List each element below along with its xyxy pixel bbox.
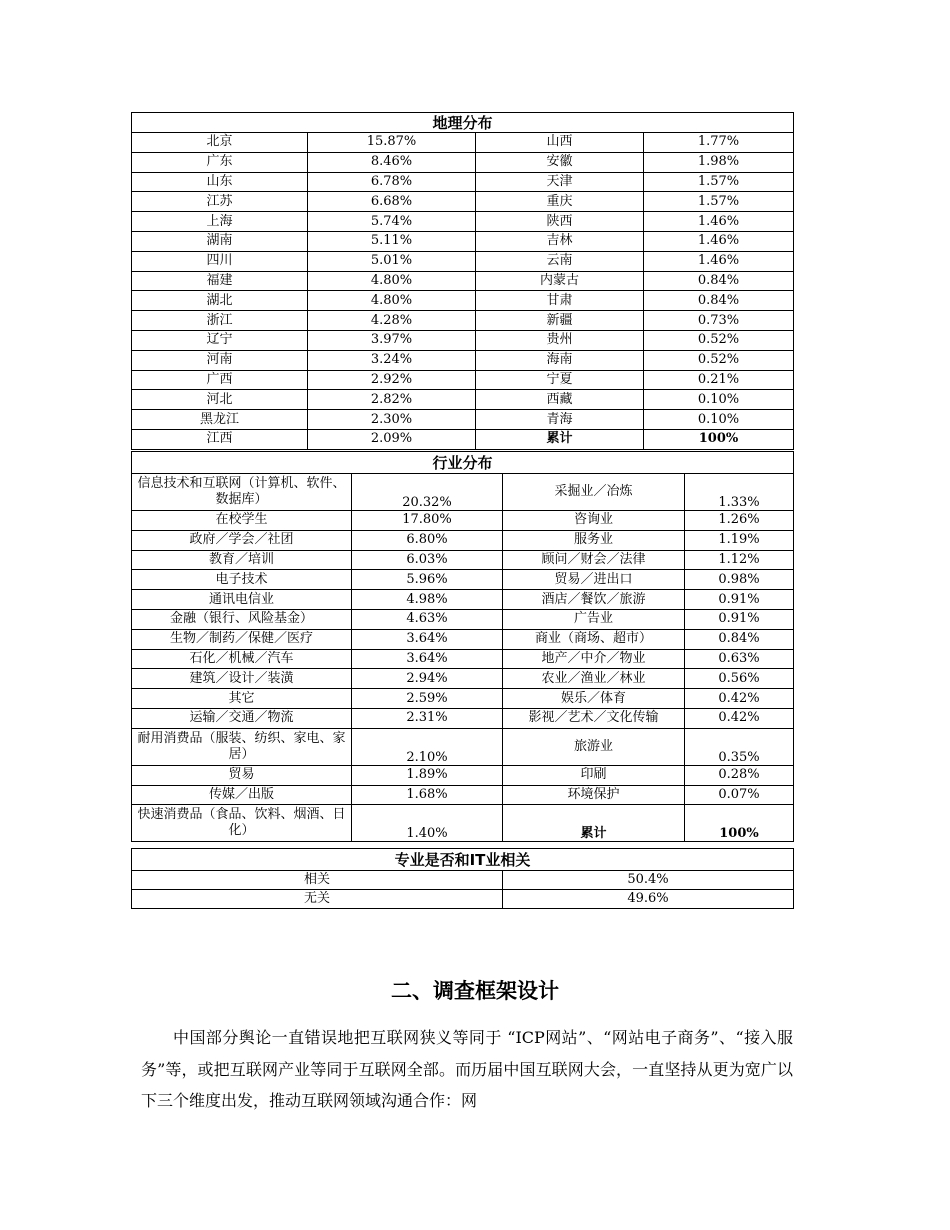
region-name: 内蒙古 (476, 271, 644, 291)
table-row (132, 251, 794, 271)
industry-share: 0.42% (685, 689, 794, 709)
industry-share: 2.31% (352, 708, 503, 728)
industry-name: 在校学生 (132, 511, 352, 531)
table-row (132, 871, 794, 890)
industry-name: 通讯电信业 (132, 590, 352, 610)
region-name: 江西 (132, 429, 308, 449)
industry-share: 1.26% (685, 511, 794, 531)
industry-table-title: 行业分布 (132, 452, 794, 474)
table-row (132, 530, 794, 550)
industry-name: 旅游业 (503, 728, 685, 765)
industry-name: 金融（银行、风险基金） (132, 609, 352, 629)
table-row (132, 669, 794, 689)
table-row (132, 550, 794, 570)
region-name: 重庆 (476, 192, 644, 212)
industry-name: 石化／机械／汽车 (132, 649, 352, 669)
industry-share: 0.91% (685, 609, 794, 629)
table-row (132, 708, 794, 728)
region-share: 4.28% (308, 311, 476, 331)
geo-table-title: 地理分布 (132, 113, 794, 133)
table-row (132, 890, 794, 909)
region-name: 上海 (132, 212, 308, 232)
industry-name: 贸易 (132, 765, 352, 785)
region-share: 0.52% (644, 330, 794, 350)
region-share: 1.46% (644, 231, 794, 251)
region-name: 辽宁 (132, 330, 308, 350)
industry-name: 信息技术和互联网（计算机、软件、数据库） (132, 474, 352, 511)
region-share: 1.46% (644, 212, 794, 232)
industry-name: 服务业 (503, 530, 685, 550)
region-name: 北京 (132, 133, 308, 153)
industry-share: 1.33% (685, 474, 794, 511)
industry-name: 快速消费品（食品、饮料、烟酒、日化） (132, 805, 352, 842)
region-name: 累计 (476, 429, 644, 449)
region-name: 吉林 (476, 231, 644, 251)
region-name: 河北 (132, 390, 308, 410)
industry-name: 顾问／财会／法律 (503, 550, 685, 570)
industry-share: 100% (685, 805, 794, 842)
industry-share: 0.35% (685, 728, 794, 765)
industry-name: 地产／中介／物业 (503, 649, 685, 669)
region-share: 2.82% (308, 390, 476, 410)
industry-name: 生物／制药／保健／医疗 (132, 629, 352, 649)
industry-name: 累计 (503, 805, 685, 842)
region-share: 0.21% (644, 370, 794, 390)
industry-share: 20.32% (352, 474, 503, 511)
region-share: 0.84% (644, 271, 794, 291)
industry-share: 3.64% (352, 629, 503, 649)
industry-name: 环境保护 (503, 785, 685, 805)
industry-share: 2.59% (352, 689, 503, 709)
industry-name: 传媒／出版 (132, 785, 352, 805)
region-share: 8.46% (308, 152, 476, 172)
region-share: 2.30% (308, 410, 476, 430)
industry-share: 0.63% (685, 649, 794, 669)
it-related-share: 50.4% (503, 871, 794, 890)
region-name: 湖南 (132, 231, 308, 251)
industry-distribution-table (131, 451, 794, 842)
industry-name: 农业／渔业／林业 (503, 669, 685, 689)
region-name: 海南 (476, 350, 644, 370)
industry-share: 1.68% (352, 785, 503, 805)
region-name: 黑龙江 (132, 410, 308, 430)
region-name: 云南 (476, 251, 644, 271)
region-share: 3.97% (308, 330, 476, 350)
industry-share: 4.63% (352, 609, 503, 629)
industry-share: 0.91% (685, 590, 794, 610)
table-row (132, 805, 794, 842)
table-row (132, 429, 794, 449)
region-share: 2.09% (308, 429, 476, 449)
table-row (132, 590, 794, 610)
region-name: 四川 (132, 251, 308, 271)
region-name: 安徽 (476, 152, 644, 172)
region-share: 0.73% (644, 311, 794, 331)
table-row (132, 152, 794, 172)
industry-share: 1.12% (685, 550, 794, 570)
it-related-share: 49.6% (503, 890, 794, 909)
region-share: 0.52% (644, 350, 794, 370)
industry-name: 其它 (132, 689, 352, 709)
industry-share: 0.42% (685, 708, 794, 728)
region-name: 西藏 (476, 390, 644, 410)
region-share: 0.10% (644, 410, 794, 430)
region-name: 山东 (132, 172, 308, 192)
table-row (132, 133, 794, 153)
table-row (132, 192, 794, 212)
region-name: 河南 (132, 350, 308, 370)
geo-distribution-table (131, 112, 794, 450)
table-row (132, 629, 794, 649)
region-share: 4.80% (308, 291, 476, 311)
region-name: 天津 (476, 172, 644, 192)
region-share: 4.80% (308, 271, 476, 291)
industry-name: 印刷 (503, 765, 685, 785)
industry-name: 采掘业／冶炼 (503, 474, 685, 511)
region-share: 15.87% (308, 133, 476, 153)
table-row (132, 350, 794, 370)
table-row (132, 689, 794, 709)
table-row (132, 311, 794, 331)
region-share: 0.84% (644, 291, 794, 311)
region-share: 1.98% (644, 152, 794, 172)
region-name: 福建 (132, 271, 308, 291)
region-name: 浙江 (132, 311, 308, 331)
industry-share: 0.56% (685, 669, 794, 689)
industry-share: 1.19% (685, 530, 794, 550)
section-heading: 二、调查框架设计 (391, 979, 559, 1003)
industry-share: 2.10% (352, 728, 503, 765)
table-row (132, 474, 794, 511)
industry-name: 贸易／进出口 (503, 570, 685, 590)
region-name: 宁夏 (476, 370, 644, 390)
industry-share: 2.94% (352, 669, 503, 689)
region-share: 3.24% (308, 350, 476, 370)
table-row (132, 410, 794, 430)
industry-share: 0.84% (685, 629, 794, 649)
paragraph-text: 中国部分舆论一直错误地把互联网狭义等同于 “ICP网站”、“网站电子商务”、“接入服务”等，或把互联网产业等同于互联网全部。而历届中国互联网大会，一直坚持从更为宽广以下三个维度出发，推动互联网领域沟通合作：网 (141, 1028, 793, 1110)
industry-name: 影视／艺术／文化传输 (503, 708, 685, 728)
table-row (132, 728, 794, 765)
table-row (132, 172, 794, 192)
industry-name: 广告业 (503, 609, 685, 629)
industry-share: 5.96% (352, 570, 503, 590)
table-row (132, 390, 794, 410)
region-name: 山西 (476, 133, 644, 153)
region-share: 100% (644, 429, 794, 449)
region-name: 陕西 (476, 212, 644, 232)
region-share: 0.10% (644, 390, 794, 410)
table-row (132, 511, 794, 531)
it-table-title: 专业是否和IT业相关 (132, 849, 794, 871)
industry-name: 建筑／设计／装潢 (132, 669, 352, 689)
region-share: 5.01% (308, 251, 476, 271)
industry-name: 娱乐／体育 (503, 689, 685, 709)
table-row (132, 291, 794, 311)
industry-name: 电子技术 (132, 570, 352, 590)
table-row (132, 609, 794, 629)
region-name: 广西 (132, 370, 308, 390)
industry-share: 3.64% (352, 649, 503, 669)
table-row (132, 570, 794, 590)
region-name: 青海 (476, 410, 644, 430)
table-row (132, 785, 794, 805)
table-row (132, 330, 794, 350)
region-name: 湖北 (132, 291, 308, 311)
industry-share: 0.28% (685, 765, 794, 785)
it-related-label: 无关 (132, 890, 503, 909)
industry-share: 1.89% (352, 765, 503, 785)
table-row (132, 212, 794, 232)
industry-name: 运输／交通／物流 (132, 708, 352, 728)
industry-share: 0.98% (685, 570, 794, 590)
region-share: 6.68% (308, 192, 476, 212)
table-row (132, 649, 794, 669)
body-paragraph (141, 1022, 793, 1117)
region-name: 新疆 (476, 311, 644, 331)
region-share: 6.78% (308, 172, 476, 192)
industry-name: 咨询业 (503, 511, 685, 531)
industry-name: 耐用消费品（服装、纺织、家电、家居） (132, 728, 352, 765)
region-name: 贵州 (476, 330, 644, 350)
region-share: 1.77% (644, 133, 794, 153)
region-share: 1.46% (644, 251, 794, 271)
industry-name: 酒店／餐饮／旅游 (503, 590, 685, 610)
region-share: 5.11% (308, 231, 476, 251)
industry-name: 商业（商场、超市） (503, 629, 685, 649)
region-share: 1.57% (644, 172, 794, 192)
region-share: 5.74% (308, 212, 476, 232)
region-name: 江苏 (132, 192, 308, 212)
region-name: 甘肃 (476, 291, 644, 311)
table-row (132, 231, 794, 251)
industry-share: 4.98% (352, 590, 503, 610)
table-row (132, 370, 794, 390)
industry-share: 0.07% (685, 785, 794, 805)
industry-share: 6.03% (352, 550, 503, 570)
region-name: 广东 (132, 152, 308, 172)
industry-name: 教育／培训 (132, 550, 352, 570)
table-row (132, 765, 794, 785)
it-related-table (131, 848, 794, 909)
table-row (132, 271, 794, 291)
industry-share: 1.40% (352, 805, 503, 842)
region-share: 2.92% (308, 370, 476, 390)
region-share: 1.57% (644, 192, 794, 212)
industry-name: 政府／学会／社团 (132, 530, 352, 550)
industry-share: 6.80% (352, 530, 503, 550)
industry-share: 17.80% (352, 511, 503, 531)
it-related-label: 相关 (132, 871, 503, 890)
